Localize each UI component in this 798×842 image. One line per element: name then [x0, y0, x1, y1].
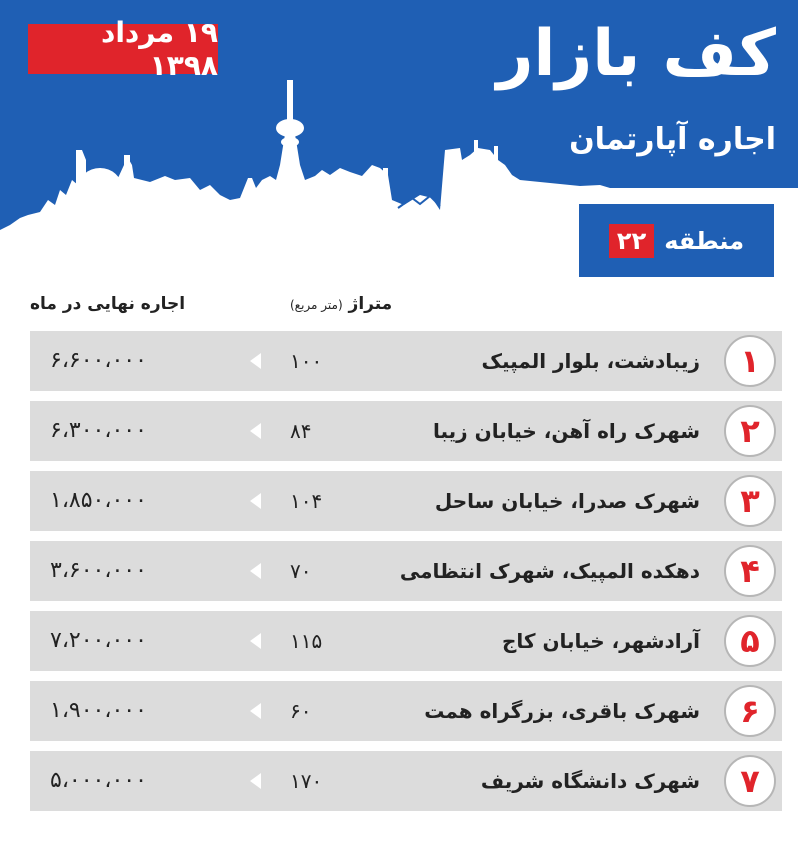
- rank-badge: ۴: [724, 545, 776, 597]
- area-value: ۱۰۴: [290, 489, 323, 513]
- rank-badge: ۳: [724, 475, 776, 527]
- area-value: ۸۴: [290, 419, 312, 443]
- area-value: ۱۷۰: [290, 769, 323, 793]
- table-row: [30, 681, 782, 741]
- table-row: [30, 331, 782, 391]
- page-subtitle: اجاره آپارتمان: [569, 122, 776, 157]
- area-value: ۷۰: [290, 559, 312, 583]
- region-label: منطقه: [664, 226, 745, 255]
- triangle-pointer-icon: [250, 353, 261, 369]
- location-text: زیبادشت، بلوار المپیک: [481, 349, 700, 373]
- region-number: ۲۲: [609, 224, 654, 258]
- location-text: شهرک صدرا، خیابان ساحل: [434, 489, 700, 513]
- rank-badge: ۲: [724, 405, 776, 457]
- rent-value: ۷،۲۰۰،۰۰۰: [50, 628, 147, 653]
- area-column-header: [290, 294, 392, 314]
- rent-value: ۳،۶۰۰،۰۰۰: [50, 558, 147, 583]
- table-row: [30, 471, 782, 531]
- rank-badge: ۷: [724, 755, 776, 807]
- location-text: دهکده المپیک، شهرک انتظامی: [399, 559, 700, 583]
- location-text: شهرک باقری، بزرگراه همت: [424, 699, 700, 723]
- rent-value: ۱،۹۰۰،۰۰۰: [50, 698, 147, 723]
- area-header-unit: (متر مربع): [290, 298, 343, 312]
- rank-badge: ۱: [724, 335, 776, 387]
- rent-column-header: اجاره نهایی در ماه: [30, 294, 186, 314]
- area-value: ۶۰: [290, 699, 312, 723]
- page-title: کف بازار: [496, 17, 776, 91]
- table-row: [30, 401, 782, 461]
- region-box: [577, 202, 776, 279]
- triangle-pointer-icon: [250, 703, 261, 719]
- triangle-pointer-icon: [250, 633, 261, 649]
- table-row: [30, 751, 782, 811]
- listing-table: [30, 331, 782, 821]
- rent-value: ۱،۸۵۰،۰۰۰: [50, 488, 147, 513]
- rent-value: ۵،۰۰۰،۰۰۰: [50, 768, 147, 793]
- triangle-pointer-icon: [250, 773, 261, 789]
- location-text: شهرک راه آهن، خیابان زیبا: [432, 419, 700, 443]
- rank-badge: ۵: [724, 615, 776, 667]
- table-row: [30, 611, 782, 671]
- area-value: ۱۰۰: [290, 349, 323, 373]
- triangle-pointer-icon: [250, 563, 261, 579]
- area-value: ۱۱۵: [290, 629, 323, 653]
- location-text: شهرک دانشگاه شریف: [480, 769, 700, 793]
- location-text: آرادشهر، خیابان کاج: [501, 629, 700, 653]
- table-row: [30, 541, 782, 601]
- triangle-pointer-icon: [250, 493, 261, 509]
- triangle-pointer-icon: [250, 423, 261, 439]
- date-badge: ۱۹ مرداد ۱۳۹۸: [28, 24, 218, 74]
- area-header-label: متراژ: [348, 294, 393, 314]
- rank-badge: ۶: [724, 685, 776, 737]
- rent-value: ۶،۶۰۰،۰۰۰: [50, 348, 147, 373]
- rent-value: ۶،۳۰۰،۰۰۰: [50, 418, 147, 443]
